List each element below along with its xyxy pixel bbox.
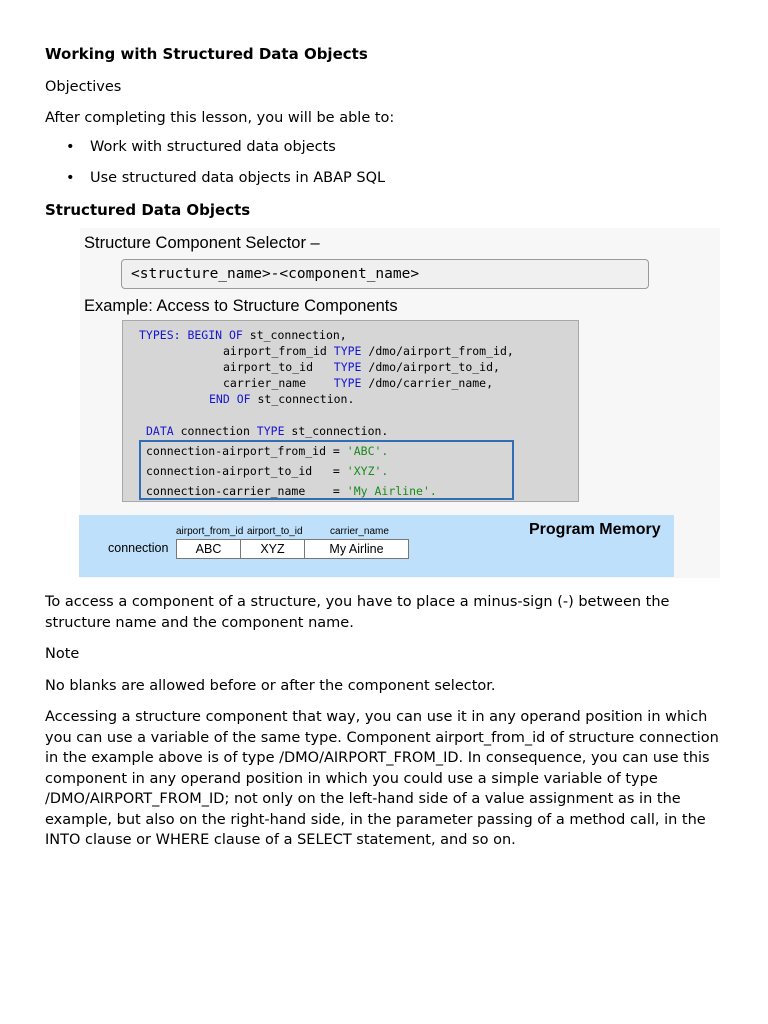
code-line-field2: airport_to_id TYPE /dmo/airport_to_id, bbox=[223, 360, 500, 374]
code-line-assign2: connection-airport_to_id = 'XYZ'. bbox=[146, 464, 389, 478]
objective-item: Work with structured data objects bbox=[90, 139, 336, 155]
selector-title: Structure Component Selector – bbox=[84, 234, 320, 252]
memory-column-header: carrier_name bbox=[330, 526, 389, 537]
program-memory-title: Program Memory bbox=[529, 521, 661, 538]
example-title: Example: Access to Structure Components bbox=[84, 297, 398, 315]
memory-column-header: airport_to_id bbox=[247, 526, 303, 537]
memory-column-header: airport_from_id bbox=[176, 526, 244, 537]
code-line-end: END OF st_connection. bbox=[209, 392, 355, 406]
code-line-data: DATA connection TYPE st_connection. bbox=[146, 424, 389, 438]
section-heading: Structured Data Objects bbox=[45, 201, 251, 219]
memory-cell: My Airline bbox=[304, 539, 409, 559]
objectives-label: Objectives bbox=[45, 79, 122, 95]
bullet-icon: • bbox=[66, 170, 75, 186]
code-line-assign3: connection-carrier_name = 'My Airline'. bbox=[146, 484, 437, 498]
objective-item: Use structured data objects in ABAP SQL bbox=[90, 170, 386, 186]
code-line-field1: airport_from_id TYPE /dmo/airport_from_id, bbox=[223, 344, 514, 358]
code-line-field3: carrier_name TYPE /dmo/carrier_name, bbox=[223, 376, 494, 390]
code-line-types: TYPES: BEGIN OF st_connection, bbox=[139, 328, 347, 342]
memory-row-label: connection bbox=[108, 541, 169, 555]
paragraph: Accessing a structure component that way, you can use it in any operand position in which you can use a variable of the same type. Component airport_from_id of structure connection in the example above is of type /DMO/AIRPORT_FROM_ID. In consequence, you can use this component in any operand position in which you could use a simple variable of type /DMO/AIRPORT_FROM_ID; not only on the left-hand side of a value assignment as in the example, but also on the right-hand side, in the parameter passing of a method call, in the INTO clause or WHERE clause of a SELECT statement, and so on. bbox=[45, 709, 719, 848]
note-text: No blanks are allowed before or after the component selector. bbox=[45, 678, 496, 694]
memory-cell: XYZ bbox=[240, 539, 305, 559]
memory-cell: ABC bbox=[176, 539, 241, 559]
page-title: Working with Structured Data Objects bbox=[45, 45, 368, 63]
intro-text: After completing this lesson, you will be able to: bbox=[45, 110, 395, 126]
selector-syntax: <structure_name>-<component_name> bbox=[131, 266, 420, 282]
note-label: Note bbox=[45, 646, 80, 662]
bullet-icon: • bbox=[66, 139, 75, 155]
paragraph: To access a component of a structure, you have to place a minus-sign (-) between the structure name and the component name. bbox=[45, 594, 670, 631]
code-line-assign1: connection-airport_from_id = 'ABC'. bbox=[146, 444, 389, 458]
